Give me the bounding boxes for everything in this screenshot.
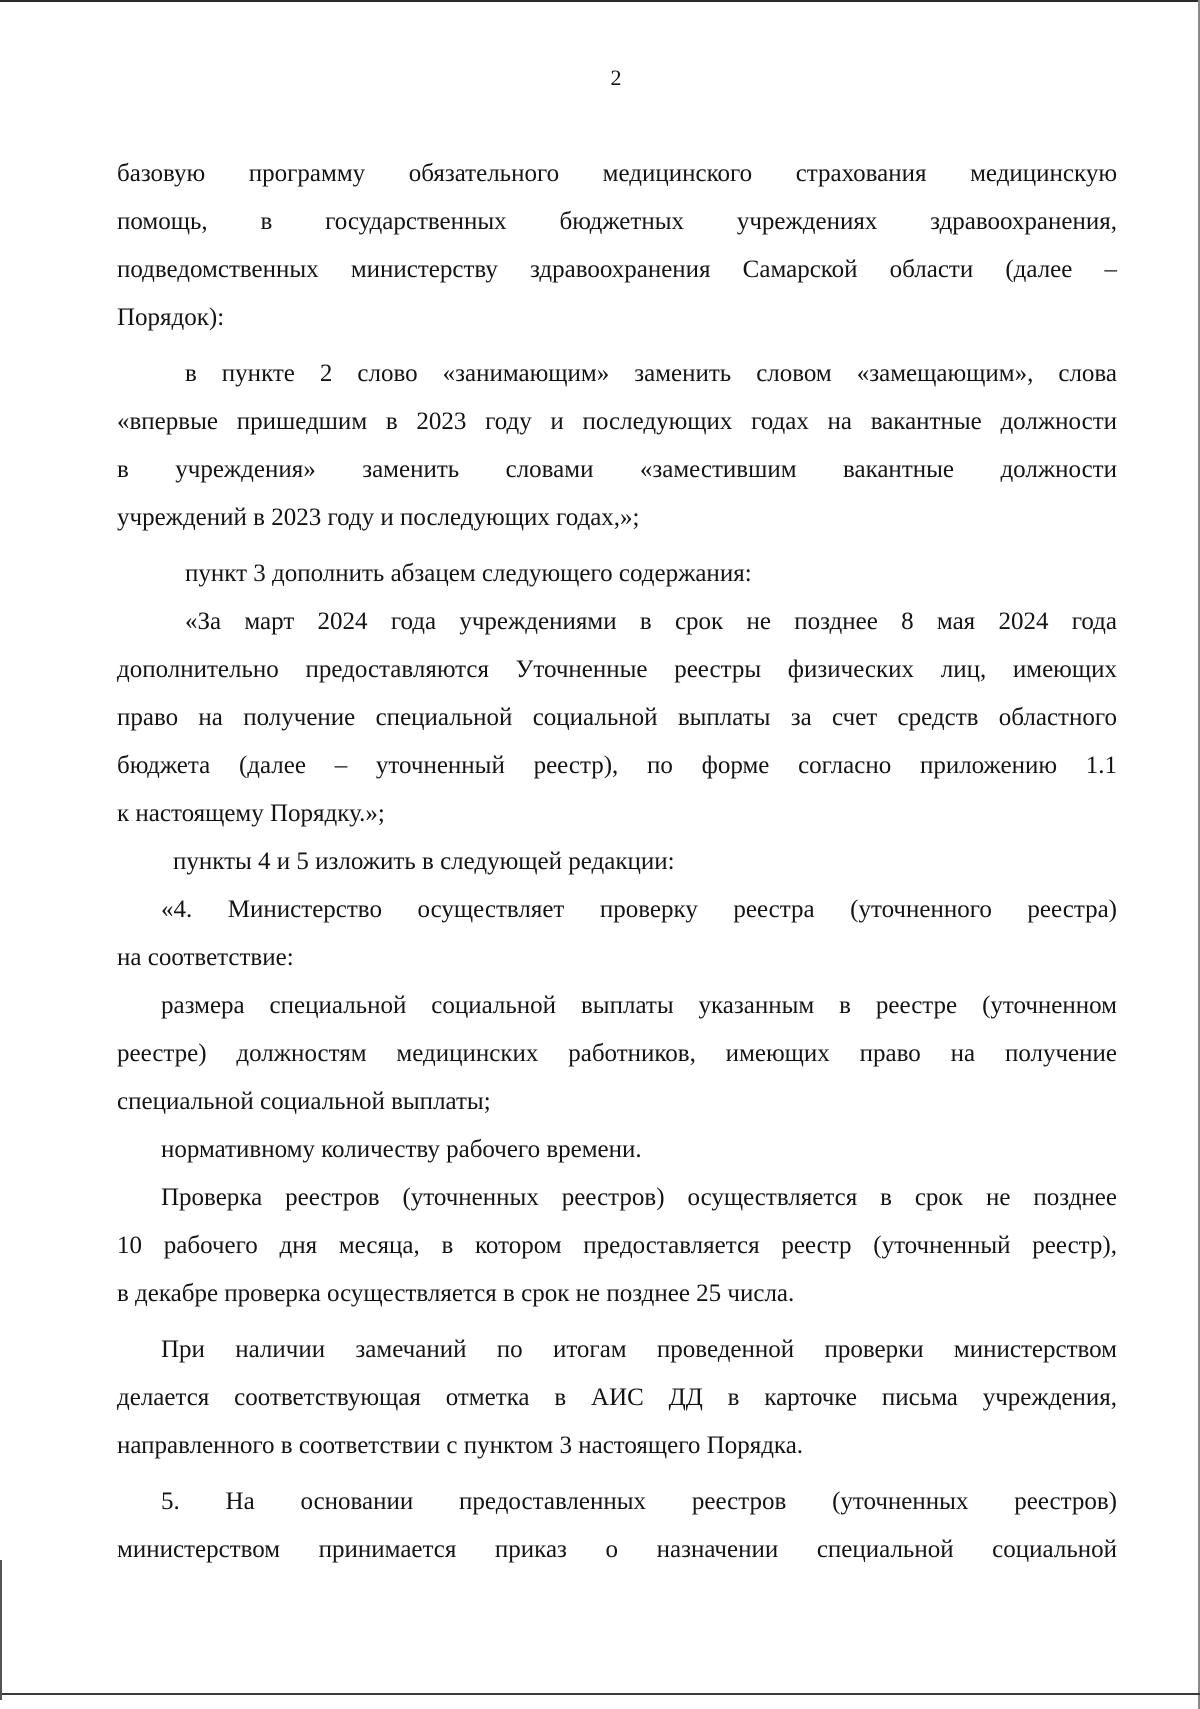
text-line: базовую программу обязательного медицинского страхования медицинскую [117, 160, 1117, 187]
text-line: к настоящему Порядку.»; [117, 800, 385, 827]
text-line: нормативному количеству рабочего времени. [161, 1136, 642, 1163]
text-line: пункт 3 дополнить абзацем следующего содержания: [185, 560, 752, 587]
text-line: делается соответствующая отметка в АИС ДД в карточке письма учреждения, [117, 1384, 1117, 1411]
text-line: в пункте 2 слово «занимающим» заменить словом «замещающим», слова [185, 360, 1117, 387]
text-line: Проверка реестров (уточненных реестров) осуществляется в срок не позднее [161, 1184, 1117, 1211]
text-line: «За март 2024 года учреждениями в срок не позднее 8 мая 2024 года [185, 608, 1117, 635]
scan-edge-bottom [0, 1693, 1200, 1695]
text-line: 5. На основании предоставленных реестров (уточненных реестров) [161, 1488, 1117, 1515]
text-line: специальной социальной выплаты; [117, 1088, 491, 1115]
text-line: бюджета (далее – уточненный реестр), по форме согласно приложению 1.1 [117, 752, 1117, 779]
text-line: направленного в соответствии с пунктом 3 настоящего Порядка. [117, 1432, 804, 1459]
text-line: 10 рабочего дня месяца, в котором предоставляется реестр (уточненный реестр), [117, 1232, 1117, 1259]
text-line: учреждений в 2023 году и последующих годах,»; [117, 504, 640, 531]
text-line: право на получение специальной социальной выплаты за счет средств областного [117, 704, 1117, 731]
text-line: в декабре проверка осуществляется в срок не позднее 25 числа. [117, 1280, 795, 1307]
text-line: «4. Министерство осуществляет проверку реестра (уточненного реестра) [161, 896, 1117, 923]
scan-edge-left [0, 1560, 2, 1700]
page-number: 2 [610, 65, 622, 90]
text-line: При наличии замечаний по итогам проведенной проверки министерством [161, 1336, 1117, 1363]
scan-edge-top [0, 0, 1200, 2]
text-line: размера специальной социальной выплаты указанным в реестре (уточненном [161, 992, 1117, 1019]
text-line: пункты 4 и 5 изложить в следующей редакции: [173, 848, 675, 875]
text-line: «впервые пришедшим в 2023 году и последующих годах на вакантные должности [117, 408, 1117, 435]
text-line: Порядок): [117, 304, 225, 331]
text-line: реестре) должностям медицинских работников, имеющих право на получение [117, 1040, 1117, 1067]
text-line: в учреждения» заменить словами «заместившим вакантные должности [117, 456, 1117, 483]
document-body [117, 150, 1117, 1574]
text-line: подведомственных министерству здравоохранения Самарской области (далее – [117, 256, 1117, 283]
text-line: на соответствие: [117, 944, 294, 971]
text-line: министерством принимается приказ о назначении специальной социальной [117, 1536, 1117, 1563]
text-line: помощь, в государственных бюджетных учреждениях здравоохранения, [117, 208, 1117, 235]
text-line: дополнительно предоставляются Уточненные реестры физических лиц, имеющих [117, 656, 1117, 683]
